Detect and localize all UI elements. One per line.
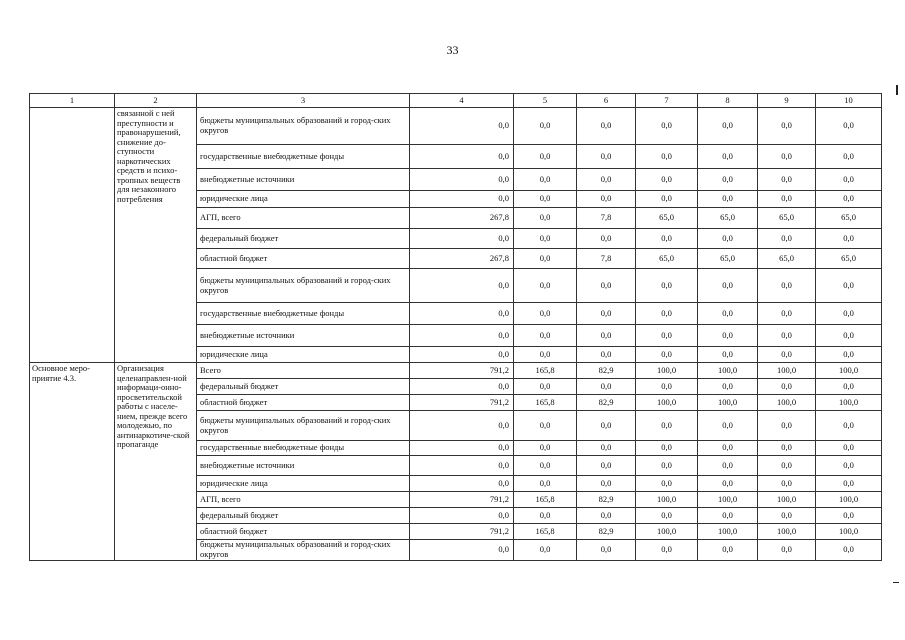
year-value-cell: 0,0 bbox=[514, 325, 577, 347]
funding-source-label: государственные внебюджетные фонды bbox=[197, 303, 410, 325]
year-value-cell: 0,0 bbox=[514, 303, 577, 325]
funding-source-label: федеральный бюджет bbox=[197, 508, 410, 524]
year-value-cell: 0,0 bbox=[816, 476, 882, 492]
year-value-cell: 100,0 bbox=[698, 395, 758, 411]
total-value-cell: 0,0 bbox=[410, 441, 514, 456]
year-value-cell: 165,8 bbox=[514, 395, 577, 411]
column-number: 6 bbox=[577, 94, 636, 108]
block2-rows bbox=[30, 363, 882, 561]
funding-source-label: внебюджетные источники bbox=[197, 325, 410, 347]
year-value-cell: 0,0 bbox=[816, 325, 882, 347]
year-value-cell: 0,0 bbox=[577, 476, 636, 492]
year-value-cell: 100,0 bbox=[698, 363, 758, 379]
page-number: 33 bbox=[446, 43, 459, 57]
funding-source-label: Всего bbox=[197, 363, 410, 379]
year-value-cell: 0,0 bbox=[758, 347, 816, 363]
year-value-cell: 65,0 bbox=[758, 208, 816, 229]
total-value-cell: 0,0 bbox=[410, 191, 514, 208]
year-value-cell: 0,0 bbox=[816, 145, 882, 169]
year-value-cell: 0,0 bbox=[577, 229, 636, 249]
year-value-cell: 0,0 bbox=[514, 169, 577, 191]
column-number: 7 bbox=[636, 94, 698, 108]
year-value-cell: 0,0 bbox=[514, 508, 577, 524]
table-row bbox=[30, 363, 882, 379]
year-value-cell: 82,9 bbox=[577, 395, 636, 411]
year-value-cell: 65,0 bbox=[816, 208, 882, 229]
year-value-cell: 0,0 bbox=[698, 456, 758, 476]
year-value-cell: 82,9 bbox=[577, 492, 636, 508]
year-value-cell: 0,0 bbox=[698, 325, 758, 347]
year-value-cell: 0,0 bbox=[577, 347, 636, 363]
year-value-cell: 0,0 bbox=[636, 508, 698, 524]
year-value-cell: 0,0 bbox=[816, 441, 882, 456]
total-value-cell: 267,8 bbox=[410, 208, 514, 229]
year-value-cell: 0,0 bbox=[816, 379, 882, 395]
year-value-cell: 0,0 bbox=[514, 108, 577, 145]
total-value-cell: 0,0 bbox=[410, 540, 514, 561]
funding-source-label: внебюджетные источники bbox=[197, 456, 410, 476]
year-value-cell: 0,0 bbox=[636, 347, 698, 363]
year-value-cell: 0,0 bbox=[636, 476, 698, 492]
funding-source-label: внебюджетные источники bbox=[197, 169, 410, 191]
year-value-cell: 0,0 bbox=[514, 269, 577, 303]
year-value-cell: 0,0 bbox=[758, 191, 816, 208]
year-value-cell: 0,0 bbox=[758, 229, 816, 249]
total-value-cell: 0,0 bbox=[410, 508, 514, 524]
year-value-cell: 0,0 bbox=[636, 191, 698, 208]
column-number: 5 bbox=[514, 94, 577, 108]
column-number: 1 bbox=[30, 94, 115, 108]
margin-mark bbox=[896, 85, 898, 95]
year-value-cell: 100,0 bbox=[816, 524, 882, 540]
activity-description-cell: связанной с ней преступности и правонарушений, снижение до-ступности наркотических средств и психо-тропных веществ для незаконного потребления bbox=[115, 108, 197, 363]
total-value-cell: 0,0 bbox=[410, 476, 514, 492]
year-value-cell: 0,0 bbox=[816, 508, 882, 524]
year-value-cell: 0,0 bbox=[758, 303, 816, 325]
year-value-cell: 0,0 bbox=[636, 229, 698, 249]
year-value-cell: 0,0 bbox=[698, 303, 758, 325]
year-value-cell: 0,0 bbox=[577, 379, 636, 395]
year-value-cell: 0,0 bbox=[816, 456, 882, 476]
total-value-cell: 0,0 bbox=[410, 169, 514, 191]
year-value-cell: 0,0 bbox=[577, 191, 636, 208]
year-value-cell: 0,0 bbox=[816, 411, 882, 441]
year-value-cell: 0,0 bbox=[514, 145, 577, 169]
funding-source-label: бюджеты муниципальных образований и город-ских округов bbox=[197, 411, 410, 441]
funding-source-label: бюджеты муниципальных образований и город-ских округов bbox=[197, 269, 410, 303]
total-value-cell: 0,0 bbox=[410, 325, 514, 347]
year-value-cell: 0,0 bbox=[577, 303, 636, 325]
year-value-cell: 65,0 bbox=[636, 249, 698, 269]
year-value-cell: 0,0 bbox=[577, 456, 636, 476]
column-number: 2 bbox=[115, 94, 197, 108]
year-value-cell: 0,0 bbox=[758, 379, 816, 395]
year-value-cell: 0,0 bbox=[577, 325, 636, 347]
margin-mark bbox=[893, 582, 899, 583]
year-value-cell: 65,0 bbox=[636, 208, 698, 229]
year-value-cell: 0,0 bbox=[577, 169, 636, 191]
year-value-cell: 0,0 bbox=[816, 108, 882, 145]
year-value-cell: 0,0 bbox=[758, 325, 816, 347]
year-value-cell: 0,0 bbox=[816, 347, 882, 363]
year-value-cell: 100,0 bbox=[816, 492, 882, 508]
year-value-cell: 0,0 bbox=[758, 108, 816, 145]
year-value-cell: 0,0 bbox=[698, 108, 758, 145]
year-value-cell: 0,0 bbox=[577, 540, 636, 561]
year-value-cell: 0,0 bbox=[758, 441, 816, 456]
column-number: 10 bbox=[816, 94, 882, 108]
year-value-cell: 0,0 bbox=[698, 411, 758, 441]
year-value-cell: 0,0 bbox=[577, 108, 636, 145]
total-value-cell: 0,0 bbox=[410, 379, 514, 395]
funding-source-label: АГП, всего bbox=[197, 208, 410, 229]
column-number: 4 bbox=[410, 94, 514, 108]
year-value-cell: 65,0 bbox=[698, 249, 758, 269]
year-value-cell: 82,9 bbox=[577, 524, 636, 540]
year-value-cell: 0,0 bbox=[514, 249, 577, 269]
year-value-cell: 100,0 bbox=[636, 524, 698, 540]
year-value-cell: 0,0 bbox=[698, 145, 758, 169]
column-number: 8 bbox=[698, 94, 758, 108]
year-value-cell: 0,0 bbox=[758, 411, 816, 441]
year-value-cell: 165,8 bbox=[514, 492, 577, 508]
year-value-cell: 0,0 bbox=[636, 456, 698, 476]
year-value-cell: 0,0 bbox=[514, 347, 577, 363]
total-value-cell: 0,0 bbox=[410, 347, 514, 363]
year-value-cell: 0,0 bbox=[758, 269, 816, 303]
year-value-cell: 165,8 bbox=[514, 524, 577, 540]
year-value-cell: 100,0 bbox=[758, 363, 816, 379]
year-value-cell: 65,0 bbox=[816, 249, 882, 269]
total-value-cell: 0,0 bbox=[410, 411, 514, 441]
year-value-cell: 0,0 bbox=[758, 456, 816, 476]
year-value-cell: 0,0 bbox=[577, 269, 636, 303]
year-value-cell: 0,0 bbox=[816, 303, 882, 325]
funding-source-label: областной бюджет bbox=[197, 395, 410, 411]
total-value-cell: 0,0 bbox=[410, 269, 514, 303]
year-value-cell: 0,0 bbox=[698, 379, 758, 395]
year-value-cell: 0,0 bbox=[636, 540, 698, 561]
year-value-cell: 100,0 bbox=[758, 395, 816, 411]
funding-source-label: юридические лица bbox=[197, 476, 410, 492]
year-value-cell: 165,8 bbox=[514, 363, 577, 379]
year-value-cell: 0,0 bbox=[514, 191, 577, 208]
table-row bbox=[30, 108, 882, 145]
total-value-cell: 0,0 bbox=[410, 145, 514, 169]
budget-table bbox=[29, 93, 882, 561]
year-value-cell: 0,0 bbox=[514, 441, 577, 456]
activity-description-cell: Организация целенаправлен-ной информаци-онно-просветительской работы с населе-нием, прежде всего молодежью, по антинаркотиче-ской пропаганде bbox=[115, 363, 197, 561]
year-value-cell: 0,0 bbox=[816, 169, 882, 191]
year-value-cell: 0,0 bbox=[514, 208, 577, 229]
year-value-cell: 0,0 bbox=[636, 303, 698, 325]
total-value-cell: 791,2 bbox=[410, 395, 514, 411]
year-value-cell: 0,0 bbox=[514, 411, 577, 441]
funding-source-label: федеральный бюджет bbox=[197, 229, 410, 249]
total-value-cell: 0,0 bbox=[410, 456, 514, 476]
year-value-cell: 7,8 bbox=[577, 208, 636, 229]
year-value-cell: 0,0 bbox=[636, 108, 698, 145]
year-value-cell: 0,0 bbox=[514, 540, 577, 561]
funding-source-label: областной бюджет bbox=[197, 249, 410, 269]
funding-source-label: бюджеты муниципальных образований и город-ских округов bbox=[197, 108, 410, 145]
year-value-cell: 82,9 bbox=[577, 363, 636, 379]
year-value-cell: 100,0 bbox=[698, 492, 758, 508]
year-value-cell: 100,0 bbox=[698, 524, 758, 540]
year-value-cell: 0,0 bbox=[698, 229, 758, 249]
year-value-cell: 100,0 bbox=[636, 395, 698, 411]
year-value-cell: 100,0 bbox=[758, 524, 816, 540]
year-value-cell: 0,0 bbox=[758, 145, 816, 169]
year-value-cell: 0,0 bbox=[636, 269, 698, 303]
year-value-cell: 0,0 bbox=[636, 169, 698, 191]
funding-source-label: федеральный бюджет bbox=[197, 379, 410, 395]
year-value-cell: 0,0 bbox=[636, 379, 698, 395]
year-value-cell: 100,0 bbox=[636, 363, 698, 379]
total-value-cell: 0,0 bbox=[410, 108, 514, 145]
year-value-cell: 0,0 bbox=[698, 169, 758, 191]
block1-rows bbox=[30, 108, 882, 363]
year-value-cell: 0,0 bbox=[758, 476, 816, 492]
total-value-cell: 791,2 bbox=[410, 363, 514, 379]
funding-source-label: АГП, всего bbox=[197, 492, 410, 508]
year-value-cell: 7,8 bbox=[577, 249, 636, 269]
year-value-cell: 0,0 bbox=[698, 347, 758, 363]
year-value-cell: 0,0 bbox=[698, 269, 758, 303]
year-value-cell: 0,0 bbox=[636, 145, 698, 169]
year-value-cell: 0,0 bbox=[698, 508, 758, 524]
year-value-cell: 0,0 bbox=[577, 145, 636, 169]
year-value-cell: 0,0 bbox=[636, 325, 698, 347]
year-value-cell: 100,0 bbox=[636, 492, 698, 508]
year-value-cell: 0,0 bbox=[577, 411, 636, 441]
funding-source-label: государственные внебюджетные фонды bbox=[197, 145, 410, 169]
total-value-cell: 791,2 bbox=[410, 524, 514, 540]
year-value-cell: 0,0 bbox=[698, 441, 758, 456]
year-value-cell: 0,0 bbox=[514, 476, 577, 492]
year-value-cell: 0,0 bbox=[636, 441, 698, 456]
funding-source-label: областной бюджет bbox=[197, 524, 410, 540]
activity-code-cell bbox=[30, 108, 115, 363]
total-value-cell: 0,0 bbox=[410, 303, 514, 325]
year-value-cell: 0,0 bbox=[514, 456, 577, 476]
year-value-cell: 100,0 bbox=[816, 395, 882, 411]
year-value-cell: 0,0 bbox=[577, 441, 636, 456]
year-value-cell: 0,0 bbox=[636, 411, 698, 441]
year-value-cell: 0,0 bbox=[758, 540, 816, 561]
year-value-cell: 0,0 bbox=[577, 508, 636, 524]
total-value-cell: 0,0 bbox=[410, 229, 514, 249]
funding-source-label: бюджеты муниципальных образований и город-ских округов bbox=[197, 540, 410, 561]
year-value-cell: 65,0 bbox=[758, 249, 816, 269]
funding-source-label: юридические лица bbox=[197, 347, 410, 363]
year-value-cell: 0,0 bbox=[816, 191, 882, 208]
year-value-cell: 100,0 bbox=[758, 492, 816, 508]
year-value-cell: 0,0 bbox=[816, 540, 882, 561]
year-value-cell: 0,0 bbox=[514, 379, 577, 395]
activity-code-cell: Основное меро-приятие 4.3. bbox=[30, 363, 115, 561]
year-value-cell: 0,0 bbox=[698, 476, 758, 492]
column-number-row bbox=[30, 94, 882, 108]
year-value-cell: 0,0 bbox=[758, 169, 816, 191]
year-value-cell: 0,0 bbox=[698, 540, 758, 561]
column-number: 9 bbox=[758, 94, 816, 108]
funding-source-label: юридические лица bbox=[197, 191, 410, 208]
total-value-cell: 267,8 bbox=[410, 249, 514, 269]
year-value-cell: 0,0 bbox=[816, 229, 882, 249]
column-number: 3 bbox=[197, 94, 410, 108]
total-value-cell: 791,2 bbox=[410, 492, 514, 508]
year-value-cell: 65,0 bbox=[698, 208, 758, 229]
funding-source-label: государственные внебюджетные фонды bbox=[197, 441, 410, 456]
year-value-cell: 0,0 bbox=[816, 269, 882, 303]
year-value-cell: 100,0 bbox=[816, 363, 882, 379]
year-value-cell: 0,0 bbox=[514, 229, 577, 249]
year-value-cell: 0,0 bbox=[698, 191, 758, 208]
year-value-cell: 0,0 bbox=[758, 508, 816, 524]
